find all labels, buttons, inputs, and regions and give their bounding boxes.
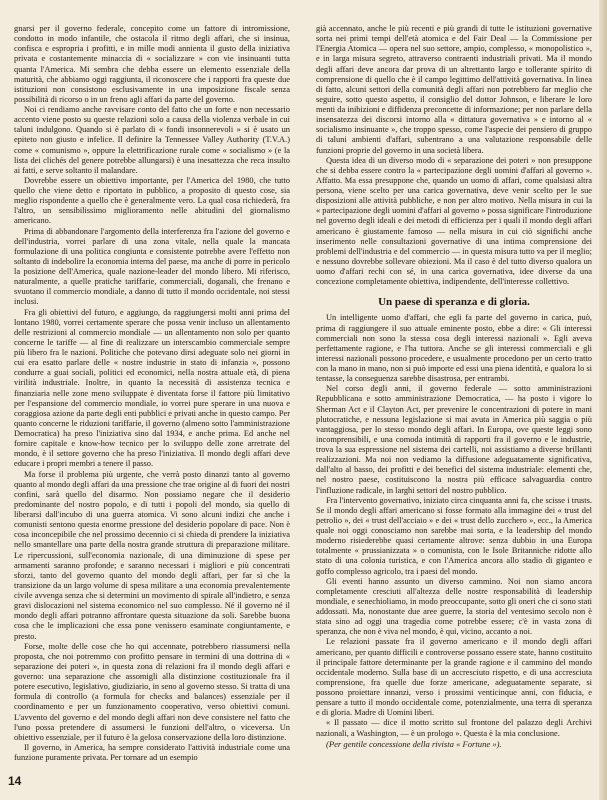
paragraph: già accennato, anche le più recenti e più grandi di tutte le istituzioni governative sorta nei primi tempi dell'età atomica e del Fair Deal — la Commissione per l'Energia Atomica — opera nel suo settore, ampio, complesso, « monopolistico », e in larga misura segreto, attraverso contraenti industriali privati. Ma il mondo degli affari deve ancora dar prova di un altrettanto largo e tollerante spirito di comprensione di quello che è il campo legittimo dell'attività governativa. In linea di fatto, alcuni settori della comunità degli affari non potrebbero far meglio che seguire, sotto questo aspetto, il consiglio del dottor Johnson, e liberare le loro menti da inibizioni e diffidenza preconcette di informazione; per non parlare della insensatezza dei discorsi intorno alla « dittatura governativa » e intorno al « socialismo insinuante », che troppo spesso, come l'aspecie dei pensiero di gruppo di taluni ambienti d'affari, subentrano a una valutazione responsabile delle funzioni proprie del governo in una società libera. xyxy=(316,24,592,155)
right-column xyxy=(316,24,592,749)
paragraph: Questa idea di un diverso modo di « separazione dei poteri » non presuppone che si debba essere contro la « partecipazione degli uomini d'affari al governo ». Affatto. Ma essa presuppone che, quando un uomo di affari, come qualsiasi altra persona, viene scelto per una carica governativa, deve venir scelto per le sue disposizioni alle attività pubbliche, e non per altro motivo. Nella misura in cui la « partecipazione degli uomini d'affari al governo » possa significare l'introduzione nel governo degli ideali e dei metodi di efficienza per i quali il mondo degli affari americano è giustamente famoso — nella misura in cui ciò significhi anche inserimento nelle consultazioni governative di una intima comprensione dei problemi dell'industria e del commercio — in questa misura tutto va per il meglio; e nessuno dovrebbe sollevare obiezioni. Ma il caso è del tutto diverso qualora un uomo d'affari rechi con sé, in una carica governativa, idee diverse da una concezione completamente obiettiva, indipendente, dell'interesse collettivo. xyxy=(316,155,592,287)
paragraph: Noi ci rendiamo anche ravvisare conto del fatto che un forte e non necessario accento viene posto su queste relazioni solo a causa della violenza verbale in cui taluni indulgono. Quando si è parlato di « fondi insonnerevoli » si è usato un epiteto non giusto e infelice. Il definire la Tennessee Valley Authority (T.V.A.) come « comunismo », oppure la elettrificazione rurale come « socialismo » (e la lista dei clichés del genere potrebbe allungarsi) è una inesattezza che reca insulto ai fatti, e serve soltanto il malandare. xyxy=(14,105,290,175)
paragraph: gnarsi per il governo federale, concepito come un fattore di intromissione, condotto in modo infantile, che ostacola il ritmo degli affari, che si insinua, confisca e espropria i profitti, e in mille modi annienta il gusto della iniziativa privata e costantemente minaccia di « socializzare » con vie insinuanti tutta quanta l'America. Mi sembra che debba essere un elemento essenziale della maturità, che abbiamo oggi raggiunta, il riconoscere che i rapporti fra queste due istituzioni non consistono esclusivamente in una imposizione fiscale senza possibilità di ricorso o in un freno agli affari da parte del governo. xyxy=(14,24,290,104)
paragraph: Fra l'intervento governativo, iniziato circa cinquanta anni fa, che scisse i trusts. Se il mondo degli affari americano si fosse formato alla immagine dei « trust del petrolio », dei « trust dell'acciaio » e dei « trust dello zucchero », ecc., la America quale noi oggi conosciamo non sarebbe mai sorta, e la leadership del mondo moderno risiederebbe quasi certamente altrove: senza dubbio in una Europa totalmente « prussianizzata » o comunista, con le Isole Britanniche ridotte allo stato di una colonia turistica, e con l'America ancora allo stadio di giganteo e goffo complesso agricolo, tra i paesi del mondo. xyxy=(316,495,592,576)
page-number: 14 xyxy=(8,774,22,788)
paragraph: Dovrebbe essere un obiettivo importante, per l'America del 1980, che tutto quello che viene detto e riportato in pubblico, a proposito di questo cose, sia meglio rispondente a quello che è generalmente vero. La qual cosa richiederà, fra l'altro, un sensibilissimo miglioramento nelle abitudini del giornalismo americano. xyxy=(14,175,290,226)
left-column xyxy=(14,24,290,763)
paragraph: Ma forse il problema più urgente, che verrà posto dinanzi tanto al governo quanto al mondo degli affari da una pressione che trae origine al di fuori dei nostri confini, sarà quello del disarmo. Non possiamo negare che il desiderio predominante del nostro popolo, e di tutti i popoli del mondo, sia quello di liberarsi dall'incubo di una guerra atomica. Vi sono alcuni indizi che anche i comunisti sentono questa enorme pressione del desiderio popolare di pace. Non è cosa inconcepibile che nel prossimo decennio ci si chieda di prendere la iniziativa nello smantellare una parte della nostra grande struttura di preparazione militare. Le ripercussioni, sull'economia nazionale, di una diminuzione di spese per armamenti saranno profonde; e saranno necessari i migliori e più concentrati sforzi, tanto del governo quanto del mondo degli affari, per far sì che la transizione da un largo volume di spesa militare a una economia prevalentemente civile avvenga senza che si determini un movimento di spirale all'indietro, e senza gravi dislocazioni nel sistema economico nel suo complesso. Né il governo né il mondo degli affari potranno affrontare questa situazione da soli. Sarebbe buona cosa che le implicazioni che essa pone venissero esaminate congiuntamente, e presto. xyxy=(14,469,290,641)
paragraph: « Il passato — dice il motto scritto sul frontone del palazzo degli Archivi nazionali, a Washington, — è un prologo ». Questa è la mia conclusione. xyxy=(316,718,592,738)
paragraph: Fra gli obiettivi del futuro, e aggiungo, da raggiungersi molti anni prima del lontano 1980, vorrei certamente sperare che possa venir incluso un allentamento delle restrizioni al commercio mondiale — un allentamento non solo per quanto concerne le tariffe — al fine di realizzare un interscambio commerciale sempre più libero fra le nazioni. Politiche che potevano dirsi adeguate solo nei giorni in cui era esatto parlare delle « nostre industrie in stato di infanzia », possono condurre a guai sociali, politici ed economici, nella nostra attuale età, di piena virilità industriale. Inoltre, in quanto la necessità di assistenza tecnica e finanziaria nelle zone meno sviluppate è diventata forse il fattore più limitativo per l'espansione del commercio mondiale, io vorrei pure sperare in una nuova e coraggiosa azione da parte degli enti pubblici e privati anche in questo campo. Per quanto concerne le riduzioni tariffarie, il governo (almeno sotto l'amministrazione Democratica) ha preso l'iniziativa sino dal 1934, e anche prima. Ed anche nel fornire capitale e know-how tecnico per lo sviluppo delle zone arretrate del mondo, è il settore governo che ha preso l'iniziativa. Il mondo degli affari deve educare i propri membri a tenere il passo. xyxy=(14,307,290,469)
paragraph: Prima di abbandonare l'argomento della interferenza fra l'azione del governo e dell'industria, vorrei parlare di una zona vitale, nella quale la mancata formulazione di una politica congiunta e consistente potrebbe avere l'effetto non soltanto di indebolire la economia interna del paese, ma anche di porre in pericolo la posizione dell'America, quale nazione-leader del mondo libero. Mi riferisco, naturalmente, a quelle pratiche tariffarie, commerciali, doganali, che frenano e svuotano il commercio mondiale, a danno di tutto il mondo occidentale, noi stessi inclusi. xyxy=(14,226,290,307)
paragraph: Un intelligente uomo d'affari, che egli fa parte del governo in carica, può, prima di raggiungere il suo attuale eminente posto, ebbe a dire: « Gli interessi commerciali non sono la stessa cosa degli interessi nazionali ». Egli aveva perfettamente ragione, e l'ha tuttora. Anche se gli interessi commerciali e gli interessi nazionali possono procedere, e usualmente procedono per un certo tratto con la mano in mano, non si può importe ed essi una piena identità, e qualora lo si tentasse, la conseguenza sarebbe disastrosa, per entrambi. xyxy=(316,313,592,384)
paragraph: Il governo, in America, ha sempre considerato l'attività industriale come una funzione puramente privata. Per tornare ad un esempio xyxy=(14,742,290,762)
paragraph: Le relazioni passate fra il governo americano e il mondo degli affari americano, per quanto difficili e controverse possano essere state, hanno costituito il principale fattore determinante per la grande ragione e il cammino del mondo occidentale moderno. Sulla base di un accresciuto rispetto, e di una accresciuta comprensione, fra quelle due forze americane, adeguatamente separate, si possono proiettare innanzi, verso i prossimi venticinque anni, con fiducia, e pensare a tutto il mondo occidentale come, potenzialmente, una terra di speranza e di gloria. Madre di Uomini liberi. xyxy=(316,637,592,718)
paragraph: Nel corso degli anni, il governo federale — sotto amministrazioni Repubblicana e sotto amministrazione Democratica, — ha posto i vigore lo Sherman Act e il Clayton Act, per prevenire le concentrazioni di potere in mani plutocratiche, e nessuna legislazione si mai avuta in America più saggia o più vantaggiosa, per lo stesso mondo degli affari. In Europa, ove queste leggi sono incomprensibili, e una comoda intimità di rapporti fra il governo e le industrie, trova la sua espressione nel sistema dei cartelli, noi assistiamo a diverse brillanti realizzazioni. Ma noi non vediamo la diffusione adeguatamente significativa, dall'alto al basso, dei profitti e dei benefici del sistema industriale: elementi che, nel nostro paese, costituiscono la nostra più efficace salvaguardia contro l'influzione radicale, in larghi settori del nostro pubblico. xyxy=(316,384,592,495)
section-heading: Un paese di speranza e di gloria. xyxy=(378,296,530,309)
paragraph: Gli eventi hanno assunto un diverso cammino. Noi non siamo ancora completamente cresciuti all'altezza delle nostre responsabilità di leadership mondiale, e senechioliamo, in modo preoccupante, sotto gli oneri che ci sono stati addossati. Ma, nonostante due aree guerre, la storia del ventesimo secolo non è stata sino ad oggi una tragedia come potrebbe essere; c'è in vasta zona di speranza, che non è viva nel mondo, è qui, vicino, accanto a noi. xyxy=(316,576,592,637)
paragraph: Forse, molte delle cose che ho qui accennate, potrebbero riassumersi nella proposta, che noi potremmo con profitto pensare in termini di una dottrina di « separazione dei poteri », in questa zona di relazioni fra il mondo degli affari e governo: una separazione che assomigli alla distinzione costituzionale fra il potere esecutivo, legislativo, giudiziario, in seno al governo stesso. Si tratta di una formula di controllo (a formula for checks and balances) essenziale per il coordinamento e per un funzionamento cooperativo, verso obiettivi comuni. L'avvento del governo e del mondo degli affari non deve consistere nel fatto che l'uno possa pretendere di assumersi le funzioni dell'altro, o viceversa. Un obiettivo essenziale, per il futuro è la gelosa conservazione della loro distinzione. xyxy=(14,641,290,742)
source-credit: (Per gentile concessione della rivista « Fortune »). xyxy=(326,738,502,749)
page-edge xyxy=(599,0,607,800)
